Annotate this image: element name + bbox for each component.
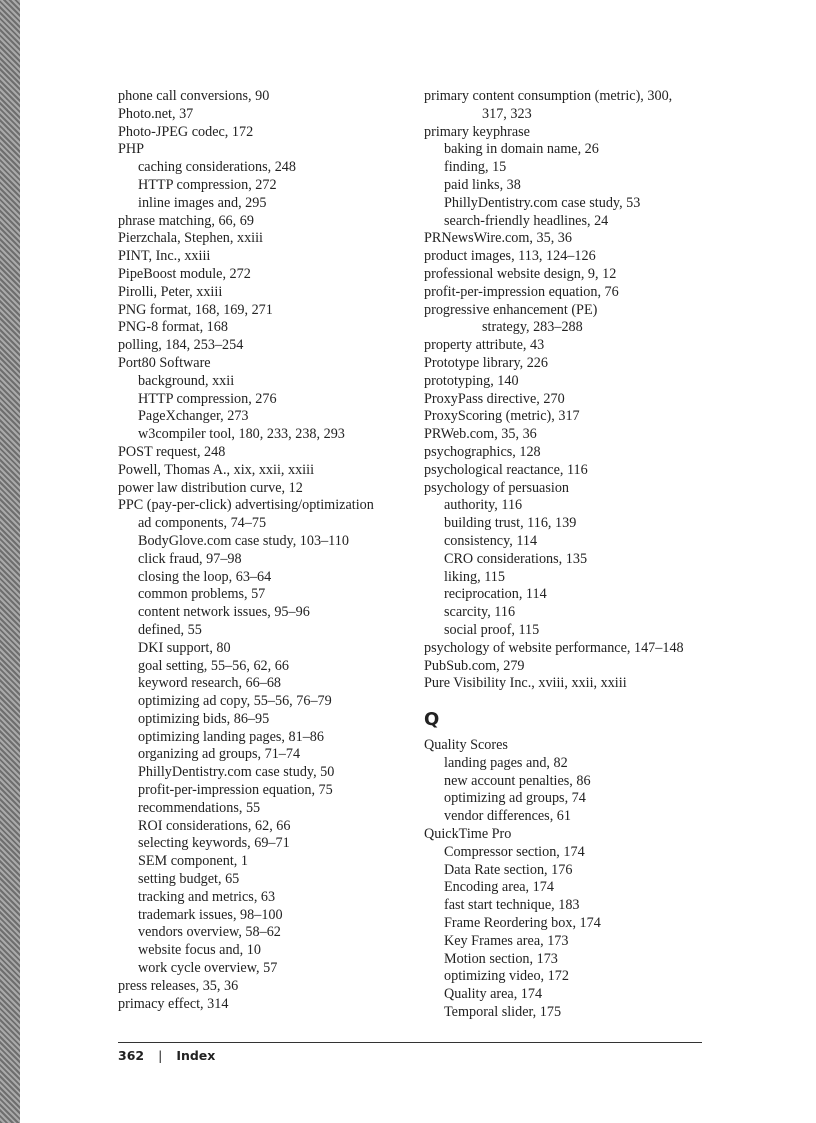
index-column-left: [118, 88, 408, 1013]
index-entry: phrase matching, 66, 69: [118, 212, 254, 229]
index-entry: PHP: [118, 141, 145, 158]
index-subentry: PhillyDentistry.com case study, 50: [138, 764, 335, 781]
index-entry: primary keyphrase: [424, 123, 530, 140]
index-subentry: optimizing landing pages, 81–86: [138, 728, 324, 745]
index-entries-p-continued: [424, 88, 714, 693]
index-entry: psychology of website performance, 147–148: [424, 639, 684, 656]
index-entry: ProxyScoring (metric), 317: [424, 408, 580, 425]
index-entry: Photo-JPEG codec, 172: [118, 123, 254, 140]
index-subentry: caching considerations, 248: [138, 159, 296, 176]
index-subentry: search-friendly headlines, 24: [444, 212, 609, 229]
index-entry: press releases, 35, 36: [118, 977, 239, 994]
index-subentry: profit-per-impression equation, 75: [138, 782, 333, 799]
index-subentry: work cycle overview, 57: [138, 960, 278, 977]
index-subentry: Data Rate section, 176: [444, 861, 573, 878]
index-entry: Pure Visibility Inc., xviii, xxii, xxiii: [424, 675, 627, 692]
index-subentry: closing the loop, 63–64: [138, 568, 272, 585]
index-subentry: optimizing ad groups, 74: [444, 790, 586, 807]
index-entry: ProxyPass directive, 270: [424, 390, 565, 407]
index-entry: Powell, Thomas A., xix, xxii, xxiii: [118, 461, 315, 478]
index-subentry: new account penalties, 86: [444, 772, 591, 789]
index-subentry: PageXchanger, 273: [138, 408, 249, 425]
index-entry: prototyping, 140: [424, 372, 519, 389]
index-entry: profit-per-impression equation, 76: [424, 283, 619, 300]
index-subentry: Encoding area, 174: [444, 879, 554, 896]
page-footer: [118, 1048, 215, 1063]
index-subentry: SEM component, 1: [138, 853, 248, 870]
index-subentry: ad components, 74–75: [138, 515, 267, 532]
index-entry: QuickTime Pro: [424, 826, 512, 843]
index-subentry: social proof, 115: [444, 621, 540, 638]
index-entry: property attribute, 43: [424, 337, 545, 354]
index-subentry: landing pages and, 82: [444, 754, 568, 771]
index-subentry: click fraud, 97–98: [138, 550, 242, 567]
index-entry: phone call conversions, 90: [118, 88, 270, 104]
index-entry: Photo.net, 37: [118, 105, 194, 122]
index-subentry: BodyGlove.com case study, 103–110: [138, 532, 349, 549]
index-subentry: DKI support, 80: [138, 639, 231, 656]
index-subentry: tracking and metrics, 63: [138, 888, 276, 905]
index-entry: PubSub.com, 279: [424, 657, 525, 674]
index-entry: professional website design, 9, 12: [424, 265, 617, 282]
page-number: 362: [118, 1048, 145, 1063]
index-entry: primary content consumption (metric), 300,: [424, 88, 673, 104]
index-entry: psychological reactance, 116: [424, 461, 588, 478]
index-entry: Quality Scores: [424, 737, 508, 754]
index-entry: product images, 113, 124–126: [424, 248, 596, 265]
index-entries-q: [424, 737, 714, 1022]
index-subentry: authority, 116: [444, 497, 523, 514]
index-entry: polling, 184, 253–254: [118, 337, 244, 354]
index-subentry: optimizing ad copy, 55–56, 76–79: [138, 693, 332, 710]
index-subentry: PhillyDentistry.com case study, 53: [444, 194, 641, 211]
index-entry: PRNewsWire.com, 35, 36: [424, 230, 572, 247]
index-subentry: Quality area, 174: [444, 986, 543, 1003]
index-subentry: w3compiler tool, 180, 233, 238, 293: [138, 426, 345, 443]
index-subentry: HTTP compression, 272: [138, 176, 277, 193]
index-subentry: organizing ad groups, 71–74: [138, 746, 301, 763]
index-entry-continuation: strategy, 283–288: [482, 319, 583, 336]
index-column-right: [424, 88, 714, 1022]
index-entry: PNG-8 format, 168: [118, 319, 228, 336]
index-subentry: Motion section, 173: [444, 950, 558, 967]
index-subentry: vendor differences, 61: [444, 808, 571, 825]
index-subentry: reciprocation, 114: [444, 586, 547, 603]
index-subentry: CRO considerations, 135: [444, 550, 588, 567]
index-subentry: ROI considerations, 62, 66: [138, 817, 291, 834]
index-subentry: consistency, 114: [444, 532, 538, 549]
index-subentry: scarcity, 116: [444, 604, 516, 621]
index-subentry: recommendations, 55: [138, 799, 261, 816]
index-entry: Prototype library, 226: [424, 354, 548, 371]
index-entry: PipeBoost module, 272: [118, 265, 251, 282]
index-entry: PPC (pay-per-click) advertising/optimization: [118, 497, 374, 514]
footer-section-title: Index: [176, 1048, 216, 1063]
index-subentry: background, xxii: [138, 372, 235, 389]
index-entry: PINT, Inc., xxiii: [118, 248, 211, 265]
index-subentry: Frame Reordering box, 174: [444, 915, 601, 932]
index-subentry: website focus and, 10: [138, 942, 261, 959]
index-entry: PRWeb.com, 35, 36: [424, 426, 537, 443]
index-subentry: liking, 115: [444, 568, 505, 585]
index-subentry: Key Frames area, 173: [444, 932, 569, 949]
index-subentry: fast start technique, 183: [444, 897, 580, 914]
index-subentry: paid links, 38: [444, 176, 521, 193]
index-subentry: inline images and, 295: [138, 194, 267, 211]
index-subentry: vendors overview, 58–62: [138, 924, 281, 941]
footer-separator: |: [158, 1048, 163, 1063]
index-subentry: optimizing video, 172: [444, 968, 569, 985]
index-subentry: Temporal slider, 175: [444, 1004, 562, 1021]
index-entry-continuation: 317, 323: [482, 105, 532, 122]
index-entry: psychology of persuasion: [424, 479, 570, 496]
index-subentry: finding, 15: [444, 159, 507, 176]
index-subentry: defined, 55: [138, 621, 202, 638]
index-subentry: common problems, 57: [138, 586, 266, 603]
index-subentry: baking in domain name, 26: [444, 141, 599, 158]
scan-edge: [0, 0, 20, 1123]
index-entry: psychographics, 128: [424, 443, 541, 460]
index-subentry: optimizing bids, 86–95: [138, 710, 270, 727]
index-entry: Port80 Software: [118, 354, 211, 371]
index-entry: Pierzchala, Stephen, xxiii: [118, 230, 263, 247]
index-subentry: trademark issues, 98–100: [138, 906, 283, 923]
index-subentry: selecting keywords, 69–71: [138, 835, 290, 852]
index-entry: power law distribution curve, 12: [118, 479, 303, 496]
index-entry: PNG format, 168, 169, 271: [118, 301, 273, 318]
index-entry: progressive enhancement (PE): [424, 301, 598, 318]
footer-rule: [118, 1042, 702, 1043]
index-subentry: goal setting, 55–56, 62, 66: [138, 657, 289, 674]
index-entry: primacy effect, 314: [118, 995, 229, 1012]
index-entry: POST request, 248: [118, 443, 226, 460]
index-subentry: HTTP compression, 276: [138, 390, 277, 407]
section-letter-q: Q: [424, 709, 440, 731]
index-subentry: keyword research, 66–68: [138, 675, 282, 692]
index-subentry: Compressor section, 174: [444, 843, 585, 860]
index-subentry: building trust, 116, 139: [444, 515, 577, 532]
index-subentry: content network issues, 95–96: [138, 604, 310, 621]
index-subentry: setting budget, 65: [138, 871, 240, 888]
index-entry: Pirolli, Peter, xxiii: [118, 283, 223, 300]
